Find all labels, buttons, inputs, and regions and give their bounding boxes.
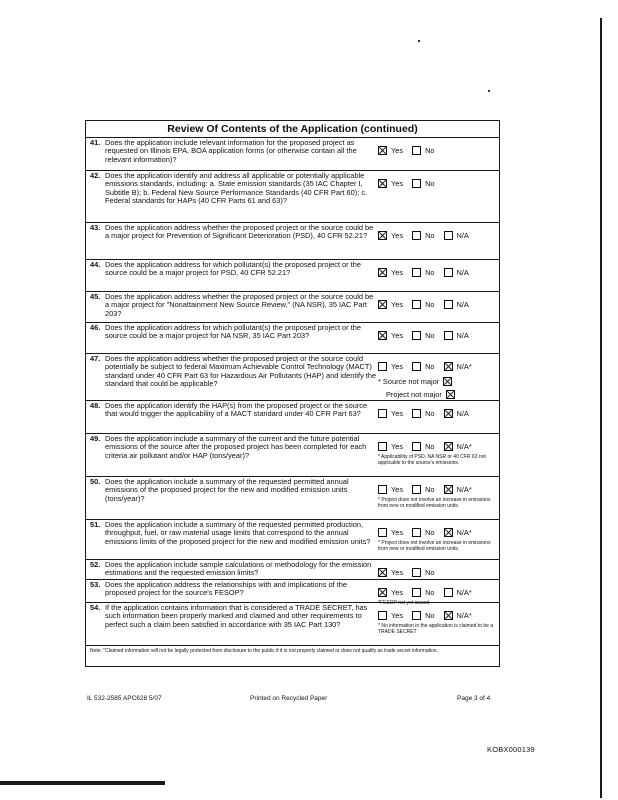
question-row (86, 171, 499, 223)
checkbox[interactable] (412, 179, 421, 188)
option-label: No (425, 146, 435, 155)
checkbox[interactable] (378, 362, 387, 371)
answer-option[interactable] (378, 146, 403, 155)
checkbox[interactable] (412, 146, 421, 155)
question-number: 47. (90, 354, 101, 363)
question-number: 49. (90, 434, 101, 443)
checked-checkbox[interactable] (378, 588, 387, 597)
checkbox[interactable] (378, 409, 387, 418)
option-label: Yes (391, 485, 404, 494)
answer-option[interactable] (444, 611, 472, 620)
option-label: N/A (456, 268, 469, 277)
option-label: N/A (456, 300, 469, 309)
checked-checkbox[interactable] (444, 528, 453, 537)
question-text: If the application contains information that is considered a TRADE SECRET, has such information been properly marked and claimed and other requirements to perfect such a claim been satisfied in accordance with 35 IAC Part 130? (105, 603, 368, 629)
option-label: Yes (391, 268, 404, 277)
checkbox[interactable] (412, 362, 421, 371)
answer-option[interactable] (444, 485, 472, 494)
answer-note: * No information in the application is claimed to be a TRADE SECRET (378, 623, 494, 635)
question-row (86, 138, 499, 171)
option-label: N/A (456, 409, 469, 418)
option-label: N/A* (456, 362, 472, 371)
answer-option[interactable] (444, 268, 469, 277)
answer-option[interactable] (378, 485, 403, 494)
answer-options (378, 611, 498, 635)
checkbox[interactable] (412, 231, 421, 240)
answer-option[interactable] (444, 442, 472, 451)
question-row (86, 434, 499, 477)
checkbox[interactable] (412, 485, 421, 494)
option-label: N/A* (456, 485, 472, 494)
answer-option[interactable] (378, 231, 403, 240)
answer-option[interactable] (412, 568, 434, 577)
checked-checkbox[interactable] (378, 179, 387, 188)
option-label: Yes (391, 146, 404, 155)
question-row (86, 292, 499, 323)
question-text: Does the application address for which pollutant(s) the proposed project or the source could be a major project for PSD, 40 CFR 52.21? (105, 260, 361, 278)
option-label: No (425, 485, 435, 494)
scan-speck (418, 40, 420, 42)
page-edge-rule (600, 18, 602, 798)
checkbox[interactable] (444, 231, 453, 240)
checked-checkbox[interactable] (378, 568, 387, 577)
sub-answer-label: Project not major (386, 390, 442, 399)
question-number: 44. (90, 260, 101, 269)
form-title: Review Of Contents of the Application (continued) (86, 121, 499, 138)
checked-checkbox[interactable] (378, 331, 387, 340)
question-number: 48. (90, 401, 101, 410)
answer-option[interactable] (378, 588, 403, 597)
question-row (86, 560, 499, 580)
answer-option[interactable] (412, 331, 434, 340)
answer-option[interactable] (412, 179, 434, 188)
checkbox[interactable] (378, 528, 387, 537)
answer-option[interactable] (412, 588, 434, 597)
checkbox[interactable] (412, 331, 421, 340)
checked-checkbox[interactable] (444, 442, 453, 451)
option-label: Yes (391, 231, 404, 240)
checked-checkbox[interactable] (446, 390, 455, 399)
answer-options (378, 362, 498, 399)
answer-options (378, 268, 498, 279)
question-text: Does the application include a summary of the current and the future potential emissions of the source after the proposed project has been completed for each criteria air pollutant and/or HAP (tons/year)? (105, 434, 367, 460)
question-number: 50. (90, 477, 101, 486)
option-label: No (425, 611, 435, 620)
option-label: Yes (391, 442, 404, 451)
question-row (86, 354, 499, 401)
answer-options (378, 528, 498, 552)
footer-printed-note: Printed on Recycled Paper (250, 695, 328, 702)
checkbox[interactable] (378, 611, 387, 620)
answer-option[interactable] (444, 588, 472, 597)
answer-option[interactable] (378, 611, 403, 620)
option-label: N/A* (456, 611, 472, 620)
question-number: 45. (90, 292, 101, 301)
answer-option[interactable] (412, 231, 434, 240)
answer-options (378, 568, 498, 579)
review-contents-form (85, 120, 500, 667)
answer-option[interactable] (412, 362, 434, 371)
checkbox[interactable] (444, 331, 453, 340)
answer-options (378, 231, 498, 242)
footer-form-id: IL 532-2585 APC628 5/07 (87, 695, 162, 702)
question-text: Does the application include a summary of the requested permitted production, throughput, fuel, or raw material usage limits that correspond to the annual emissions limits of the proposed project for the new and modified emission units? (105, 520, 371, 546)
option-label: Yes (391, 409, 404, 418)
answer-note: *FESOP not yet issued. (378, 600, 431, 606)
answer-option[interactable] (412, 611, 434, 620)
answer-note: * Project does not involve an increase in emissions from new or modified emission units. (378, 497, 491, 509)
option-label: N/A (456, 231, 469, 240)
trade-secret-footnote: Note: "Claimed information will not be legally protected from disclosure to the public if it is not properly claimed or does not qualify as trade secret information. (90, 648, 439, 654)
answer-option[interactable] (378, 331, 403, 340)
answer-option[interactable] (444, 528, 472, 537)
option-label: No (425, 528, 435, 537)
option-label: N/A* (456, 588, 472, 597)
question-text: Does the application address whether the proposed project or the source could potentially be subject to federal Maximum Achievable Control Technology (MACT) standard under 40 CFR Part 63 for Hazardous Air Pollutants (HAP) and identify the standard that could be applicable? (105, 354, 377, 388)
answer-option[interactable] (444, 331, 469, 340)
question-number: 53. (90, 580, 101, 589)
option-label: Yes (391, 362, 404, 371)
answer-options (378, 485, 498, 509)
scan-artifact-bar (0, 781, 165, 785)
checkbox[interactable] (412, 568, 421, 577)
question-text: Does the application address the relationships with and implications of the proposed project for the source's FESOP? (105, 580, 347, 598)
answer-option[interactable] (378, 268, 403, 277)
checkbox[interactable] (412, 442, 421, 451)
answer-option[interactable] (412, 485, 434, 494)
answer-option[interactable] (412, 442, 434, 451)
answer-options (378, 442, 498, 466)
answer-option[interactable] (444, 409, 469, 418)
question-row (86, 477, 499, 520)
question-text: Does the application identify and address all applicable or potentially applicable emissions standards, including: a. State emission standards (35 IAC Chapter I, Subtitle B); b. Federal New Source Performance Standards (40 CFR Part 60); c. Federal standards for HAPs (40 CFR Parts 61 and 63)? (105, 171, 368, 205)
option-label: No (425, 179, 435, 188)
checked-checkbox[interactable] (443, 377, 452, 386)
checked-checkbox[interactable] (444, 409, 453, 418)
answer-options (378, 146, 498, 157)
question-text: Does the application address whether the proposed project or the source could be a major project for "Nonattainment New Source Review," (NA NSR), 35 IAC Part 203? (105, 292, 374, 318)
checked-checkbox[interactable] (378, 300, 387, 309)
checkbox[interactable] (412, 268, 421, 277)
sub-answer-line (378, 377, 498, 386)
checkbox[interactable] (412, 528, 421, 537)
answer-note: * Project does not involve an increase in emissions from new or modified emission units. (378, 540, 491, 552)
checkbox[interactable] (444, 300, 453, 309)
answer-option[interactable] (378, 362, 403, 371)
question-row (86, 323, 499, 354)
question-number: 42. (90, 171, 101, 180)
option-label: N/A* (456, 528, 472, 537)
question-number: 41. (90, 138, 101, 147)
question-row (86, 223, 499, 260)
checked-checkbox[interactable] (378, 231, 387, 240)
question-row (86, 600, 499, 646)
option-label: Yes (391, 300, 404, 309)
answer-option[interactable] (378, 528, 403, 537)
checked-checkbox[interactable] (444, 362, 453, 371)
option-label: No (425, 362, 435, 371)
question-text: Does the application include relevant information for the proposed project as requested on Illinois EPA, BOA application forms (or otherwise contain all the relevant information)? (105, 138, 357, 164)
answer-option[interactable] (412, 268, 434, 277)
answer-options (378, 409, 498, 420)
question-text: Does the application identify the HAP(s) from the proposed project or the source that would trigger the applicability of a MACT standard under 40 CFR Part 63? (105, 401, 368, 419)
checkbox[interactable] (378, 442, 387, 451)
answer-option[interactable] (444, 231, 469, 240)
checkbox[interactable] (412, 409, 421, 418)
answer-option[interactable] (378, 568, 403, 577)
footer-page-number: Page 3 of 4 (457, 695, 491, 702)
checkbox[interactable] (412, 300, 421, 309)
answer-options (378, 179, 498, 190)
option-label: No (425, 588, 435, 597)
question-number: 46. (90, 323, 101, 332)
option-label: Yes (391, 331, 404, 340)
answer-options (378, 300, 498, 311)
question-row (86, 401, 499, 434)
question-text: Does the application address for which pollutant(s) the proposed project or the source could be a major project for NA NSR, 35 IAC Part 203? (105, 323, 361, 341)
option-label: Yes (391, 568, 404, 577)
option-label: No (425, 409, 435, 418)
option-label: Yes (391, 179, 404, 188)
option-label: No (425, 568, 435, 577)
checked-checkbox[interactable] (444, 485, 453, 494)
checkbox[interactable] (412, 588, 421, 597)
question-number: 43. (90, 223, 101, 232)
option-label: No (425, 331, 435, 340)
answer-option[interactable] (378, 300, 403, 309)
question-text: Does the application include sample calculations or methodology for the emission estimations and the requested emission limits? (105, 560, 372, 578)
answer-options (378, 331, 498, 342)
option-label: No (425, 231, 435, 240)
option-label: No (425, 442, 435, 451)
checkbox[interactable] (412, 611, 421, 620)
option-label: Yes (391, 588, 404, 597)
option-label: Yes (391, 611, 404, 620)
question-number: 51. (90, 520, 101, 529)
sub-answer-line (378, 390, 498, 399)
answer-option[interactable] (444, 300, 469, 309)
question-number: 54. (90, 603, 101, 612)
checkbox[interactable] (378, 485, 387, 494)
checked-checkbox[interactable] (378, 268, 387, 277)
answer-option[interactable] (412, 409, 434, 418)
answer-option[interactable] (412, 146, 434, 155)
question-row (86, 260, 499, 292)
option-label: No (425, 268, 435, 277)
question-number: 52. (90, 560, 101, 569)
checked-checkbox[interactable] (378, 146, 387, 155)
scan-speck (488, 90, 490, 92)
answer-option[interactable] (378, 179, 403, 188)
option-label: Yes (391, 528, 404, 537)
checkbox[interactable] (444, 268, 453, 277)
question-row (86, 580, 499, 606)
question-text: Does the application address whether the proposed project or the source could be a major project for Prevention of Significant Deterioration (PSD), 40 CFR 52.21? (105, 223, 374, 241)
bates-number: KOBX000139 (487, 745, 535, 754)
checkbox[interactable] (444, 588, 453, 597)
question-text: Does the application include a summary of the requested permitted annual emissions of the proposed project for the new and modified emission units (tons/year)? (105, 477, 349, 503)
question-row (86, 520, 499, 560)
checked-checkbox[interactable] (444, 611, 453, 620)
option-label: No (425, 300, 435, 309)
answer-option[interactable] (378, 409, 403, 418)
answer-option[interactable] (412, 528, 434, 537)
option-label: N/A (456, 331, 469, 340)
answer-option[interactable] (378, 442, 403, 451)
option-label: N/A* (456, 442, 472, 451)
answer-note: * Applicability of PSD, NA NSR or 40 CFR 63 not applicable to the source's emissions. (378, 454, 486, 466)
sub-answer-label: * Source not major (378, 377, 440, 386)
answer-option[interactable] (412, 300, 434, 309)
answer-option[interactable] (444, 362, 472, 371)
